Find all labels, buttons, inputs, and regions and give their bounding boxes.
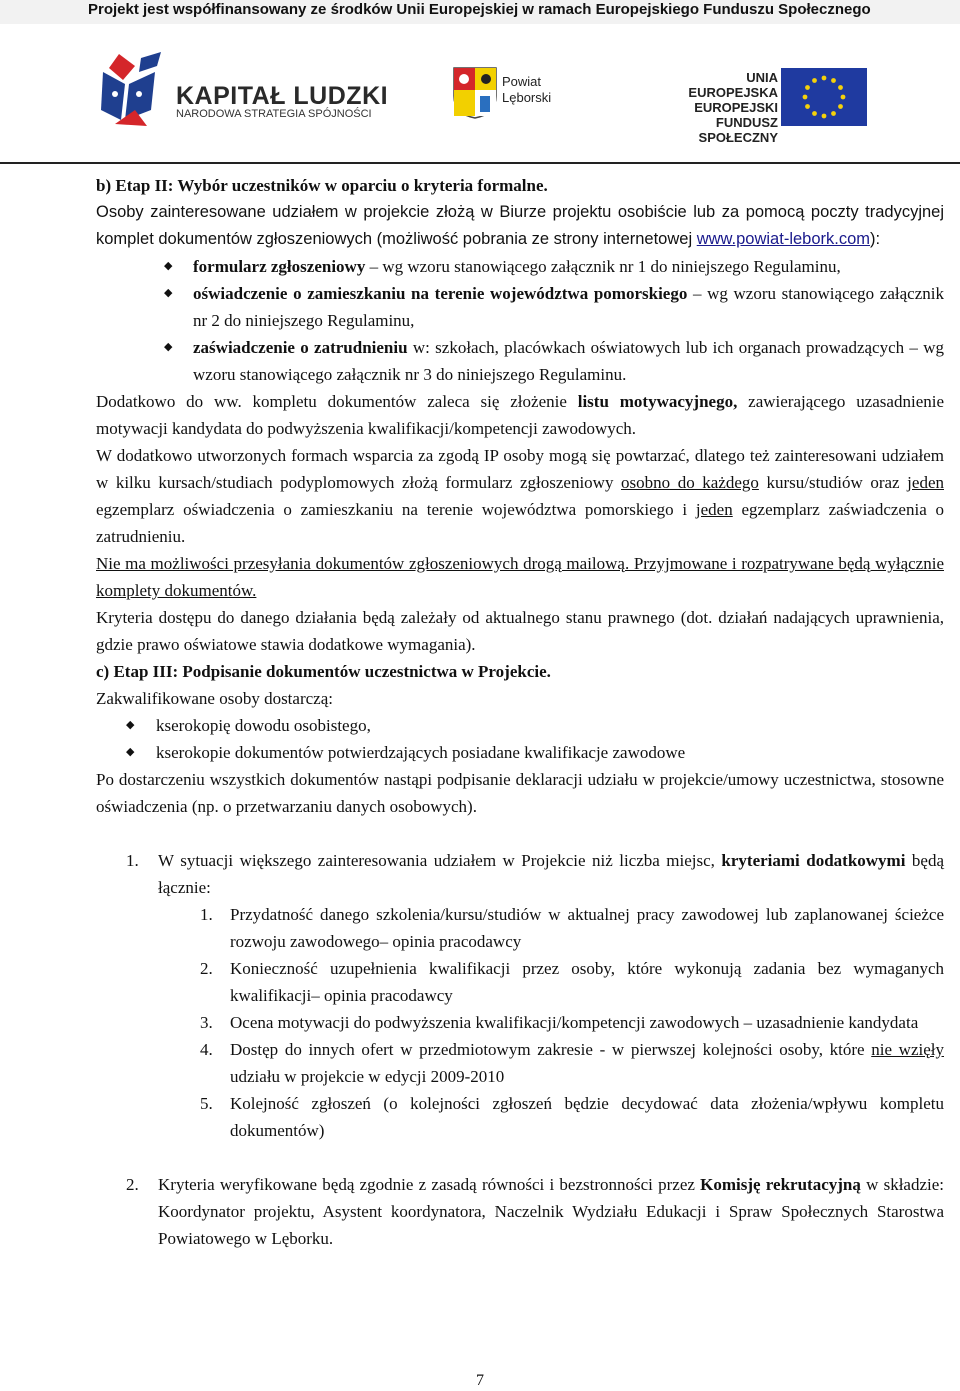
eu-flag-icon	[781, 68, 867, 126]
etap2-intro: Osoby zainteresowane udziałem w projekcie złożą w Biurze projektu osobiście lub za pomocą poczty tradycyjnej komplet dokumentów zgłoszeniowych (możliwość pobrania ze strony internetowej www.powiat-lebork.com):	[96, 203, 944, 248]
cofinancing-banner	[0, 0, 960, 24]
powiat-line-2: Lęborski	[502, 90, 552, 105]
ue-line-2: EUROPEJSKI	[694, 100, 778, 115]
ue-label	[654, 70, 778, 145]
etap2-heading: b) Etap II: Wybór uczestników w oparciu o kryteria formalne.	[96, 176, 548, 195]
ue-line-1: UNIA EUROPEJSKA	[688, 70, 778, 100]
no-email-notice: Nie ma możliwości przesyłania dokumentów zgłoszeniowych drogą mailową. Przyjmowane i rozpatrywane będą wyłącznie komplety dokumentów.	[96, 554, 944, 600]
multiple-courses-paragraph: W dodatkowo utworzonych formach wsparcia za zgodą IP osoby mogą się powtarzać, dlatego też zainteresowani udziałem w kilku kursach/studiach podyplomowych złożą formularz zgłoszeniowy osobno do każdego kursu/studiów oraz jeden egzemplarz oświadczenia o zamieszkaniu na terenie województwa pomorskiego i jeden egzemplarz zaświadczenia o zatrudnieniu.	[96, 446, 944, 546]
website-link[interactable]: www.powiat-lebork.com	[696, 230, 871, 248]
header-divider	[0, 162, 960, 164]
ue-line-3: FUNDUSZ SPOŁECZNY	[698, 115, 778, 145]
powiat-label	[502, 74, 551, 106]
sub-criterion: 2. Konieczność uzupełnienia kwalifikacji przez osoby, które wykonują zadania bez wymaganych kwalifikacji– opinia pracodawcy	[200, 959, 944, 1005]
numbered-item-2: 2. Kryteria weryfikowane będą zgodnie z zasadą równości i bezstronności przez Komisję rekrutacyjną w składzie: Koordynator projektu, Asystent koordynatora, Naczelnik Wydziału Edukacji i Spraw Społecznych Starostwa Powiatowego w Lęborku.	[126, 1175, 944, 1248]
etap3-heading: c) Etap III: Podpisanie dokumentów uczestnictwa w Projekcie.	[96, 662, 551, 681]
list-item: ◆ formularz zgłoszeniowy – wg wzoru stanowiącego załącznik nr 1 do niniejszego Regulaminu,	[96, 253, 944, 280]
motivation-letter-paragraph: Dodatkowo do ww. kompletu dokumentów zaleca się złożenie listu motywacyjnego, zawierającego uzasadnienie motywacji kandydata do podwyższenia kwalifikacji/kompetencji zawodowych.	[96, 392, 945, 438]
diamond-bullet-icon: ◆	[164, 260, 173, 272]
page-number: 7	[476, 1372, 484, 1389]
sub-criterion: 4. Dostęp do innych ofert w przedmiotowym zakresie - w pierwszej kolejności osoby, które nie wzięły udziału w projekcie w edycji 2009-2010	[200, 1040, 944, 1086]
diamond-bullet-icon: ◆	[126, 746, 135, 758]
etap3-intro: Zakwalifikowane osoby dostarczą:	[96, 689, 333, 708]
document-body	[96, 172, 944, 1252]
powiat-line-1: Powiat	[502, 74, 542, 89]
list-item: ◆ oświadczenie o zamieszkaniu na terenie województwa pomorskiego – wg wzoru stanowiącego załącznik nr 2 do niniejszego Regulaminu,	[96, 280, 944, 334]
powiat-crest-icon	[452, 66, 498, 120]
sub-criterion: 1. Przydatność danego szkolenia/kursu/studiów w aktualnej pracy zawodowej lub zaplanowanej ścieżce rozwoju zawodowego– opinia pracodawcy	[200, 905, 944, 951]
diamond-bullet-icon: ◆	[164, 341, 173, 353]
etap3-after: Po dostarczeniu wszystkich dokumentów nastąpi podpisanie deklaracji udziału w projekcie/umowy uczestnictwa, stosowne oświadczenia (np. o przetwarzaniu danych osobowych).	[96, 770, 944, 816]
sub-criterion: 5. Kolejność zgłoszeń (o kolejności zgłoszeń będzie decydować data złożenia/wpływu kompletu dokumentów)	[200, 1094, 944, 1140]
numbered-item-1: 1. W sytuacji większego zainteresowania udziałem w Projekcie niż liczba miejsc, kryteriami dodatkowymi będą łącznie:	[126, 851, 945, 897]
kl-subtitle: NARODOWA STRATEGIA SPÓJNOŚCI	[176, 108, 372, 120]
sub-criterion: 3. Ocena motywacji do podwyższenia kwalifikacji/kompetencji zawodowych – uzasadnienie kandydata	[200, 1013, 919, 1032]
diamond-bullet-icon: ◆	[164, 287, 173, 299]
deliverables-list	[96, 712, 944, 766]
kl-title: KAPITAŁ LUDZKI	[176, 82, 389, 110]
spacer	[96, 820, 944, 847]
list-item: ◆ zaświadczenie o zatrudnieniu w: szkołach, placówkach oświatowych lub ich organach prowadzących – wg wzoru stanowiącego załącznik nr 3 do niniejszego Regulaminu.	[96, 334, 944, 388]
list-item: ◆ kserokopię dowodu osobistego,	[96, 712, 944, 739]
diamond-bullet-icon: ◆	[126, 719, 135, 731]
access-criteria-paragraph: Kryteria dostępu do danego działania będą zależały od aktualnego stanu prawnego (dot. działań nadających uprawnienia, gdzie prawo oświatowe stawia dodatkowe wymagania).	[96, 608, 944, 654]
cofinancing-text: Projekt jest współfinansowany ze środków Unii Europejskiej w ramach Europejskiego Funduszu Społecznego	[88, 1, 871, 18]
list-item: ◆ kserokopie dokumentów potwierdzających posiadane kwalifikacje zawodowe	[96, 739, 944, 766]
spacer	[96, 1144, 944, 1171]
kapital-ludzki-logo-icon	[95, 50, 171, 128]
required-documents-list	[96, 253, 944, 388]
